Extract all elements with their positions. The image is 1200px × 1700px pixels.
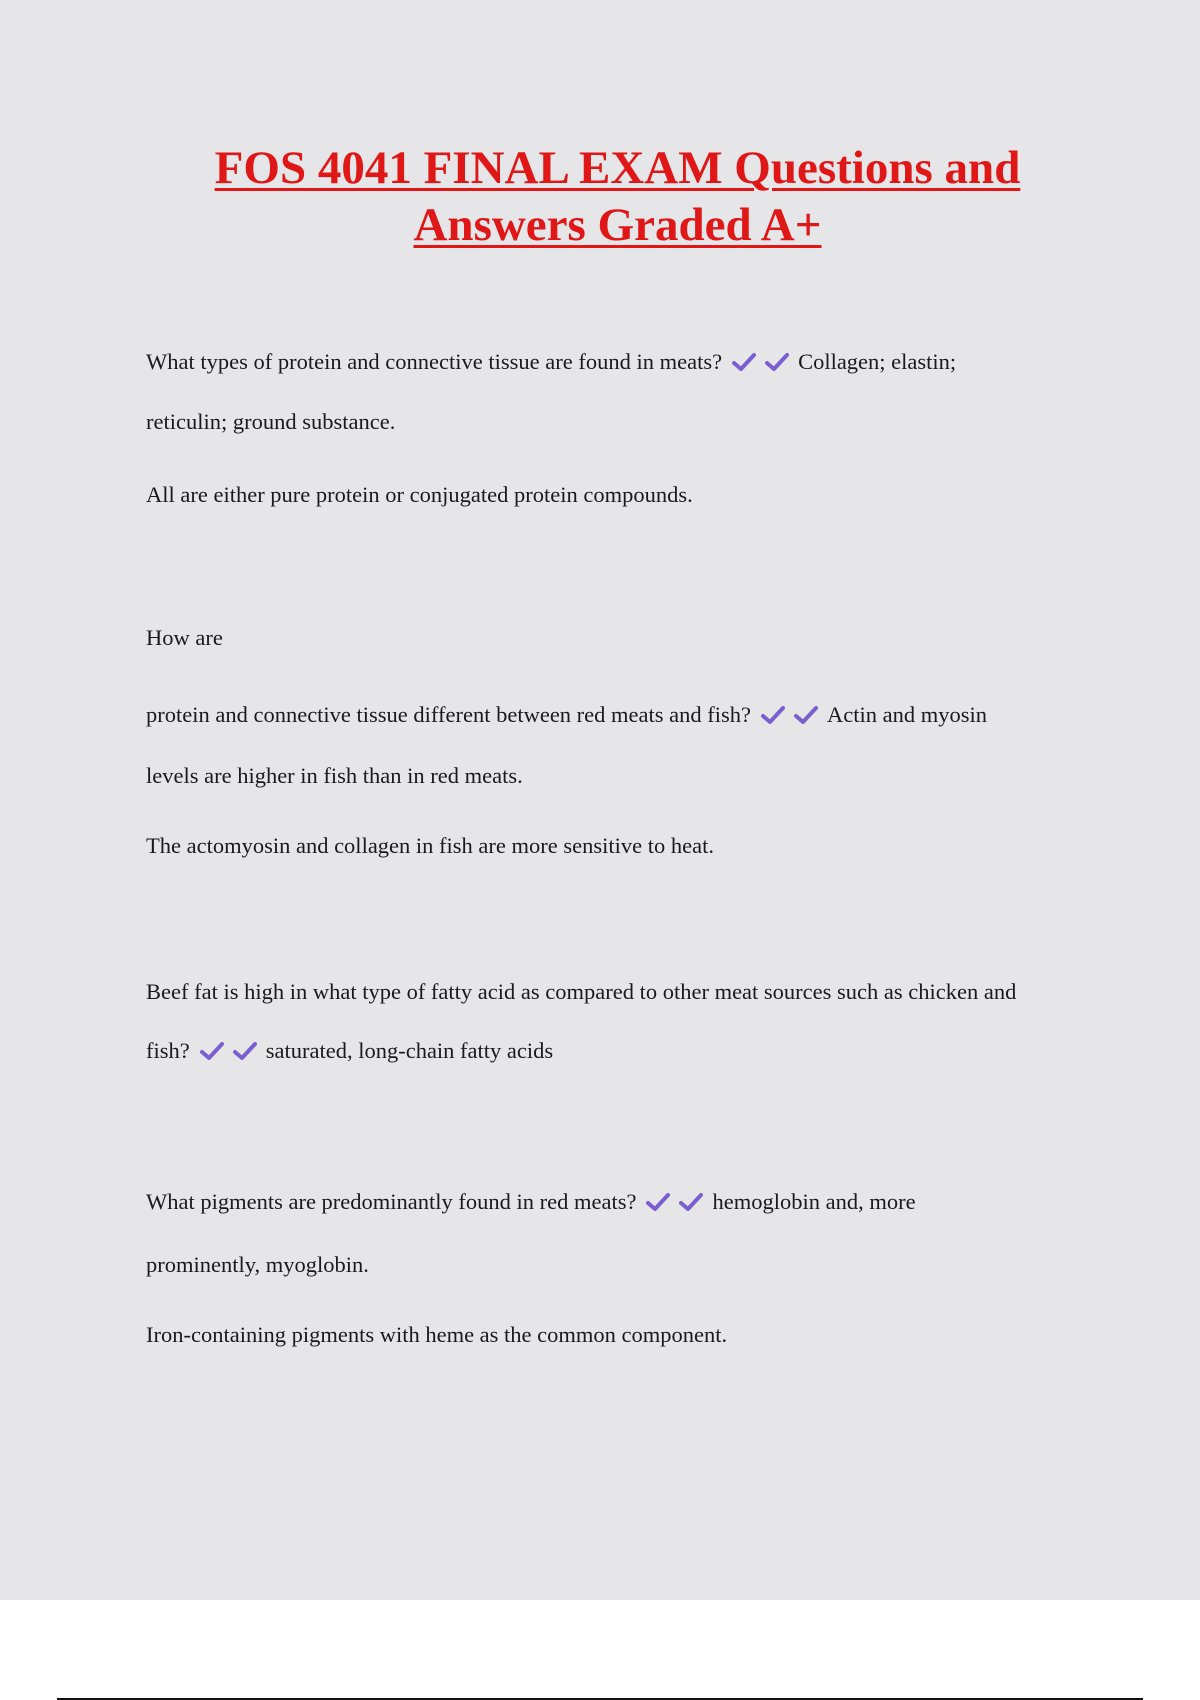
q2-answer-marker [761, 700, 827, 730]
q4-answer-text: hemoglobin and, more [712, 1189, 916, 1214]
check-mark-icon [732, 352, 756, 372]
q1-answer-marker [732, 347, 798, 377]
q4-line-1 [146, 1187, 916, 1217]
q2-line-2: levels are higher in fish than in red meats. [146, 763, 523, 788]
q3-question-text: fish? [146, 1038, 190, 1063]
document-title [0, 140, 1200, 254]
q1-note: All are either pure protein or conjugated protein compounds. [146, 482, 693, 507]
q2-note: The actomyosin and collagen in fish are more sensitive to heat. [146, 833, 714, 858]
q1-line-1 [146, 347, 956, 377]
check-mark-icon [679, 1192, 703, 1212]
q1-question-text: What types of protein and connective tissue are found in meats? [146, 349, 723, 374]
q4-line-2: prominently, myoglobin. [146, 1252, 369, 1277]
q3-answer-text: saturated, long-chain fatty acids [265, 1038, 554, 1063]
q4-answer-marker [646, 1187, 712, 1217]
q1-answer-text: Collagen; elastin; [798, 349, 957, 374]
title-line-2: Answers Graded A+ [413, 199, 822, 251]
check-mark-icon [761, 705, 785, 725]
q2-lead: How are [146, 625, 223, 650]
q1-line-2: reticulin; ground substance. [146, 409, 396, 434]
q2-line-1 [146, 700, 987, 730]
q4-note: Iron-containing pigments with heme as the common component. [146, 1322, 728, 1347]
q3-answer-marker [200, 1036, 266, 1066]
check-mark-icon [765, 352, 789, 372]
check-mark-icon [646, 1192, 670, 1212]
q4-question-text: What pigments are predominantly found in red meats? [146, 1189, 637, 1214]
check-mark-icon [200, 1041, 224, 1061]
q3-line-2 [146, 1036, 553, 1066]
q2-answer-text: Actin and myosin [826, 702, 987, 727]
page-footer [0, 1600, 1200, 1700]
check-mark-icon [233, 1041, 257, 1061]
q2-question-text: protein and connective tissue different between red meats and fish? [146, 702, 751, 727]
q3-line-1: Beef fat is high in what type of fatty acid as compared to other meat sources such as chicken and [146, 979, 1017, 1004]
check-mark-icon [794, 705, 818, 725]
title-line-1: FOS 4041 FINAL EXAM Questions and [214, 142, 1021, 194]
